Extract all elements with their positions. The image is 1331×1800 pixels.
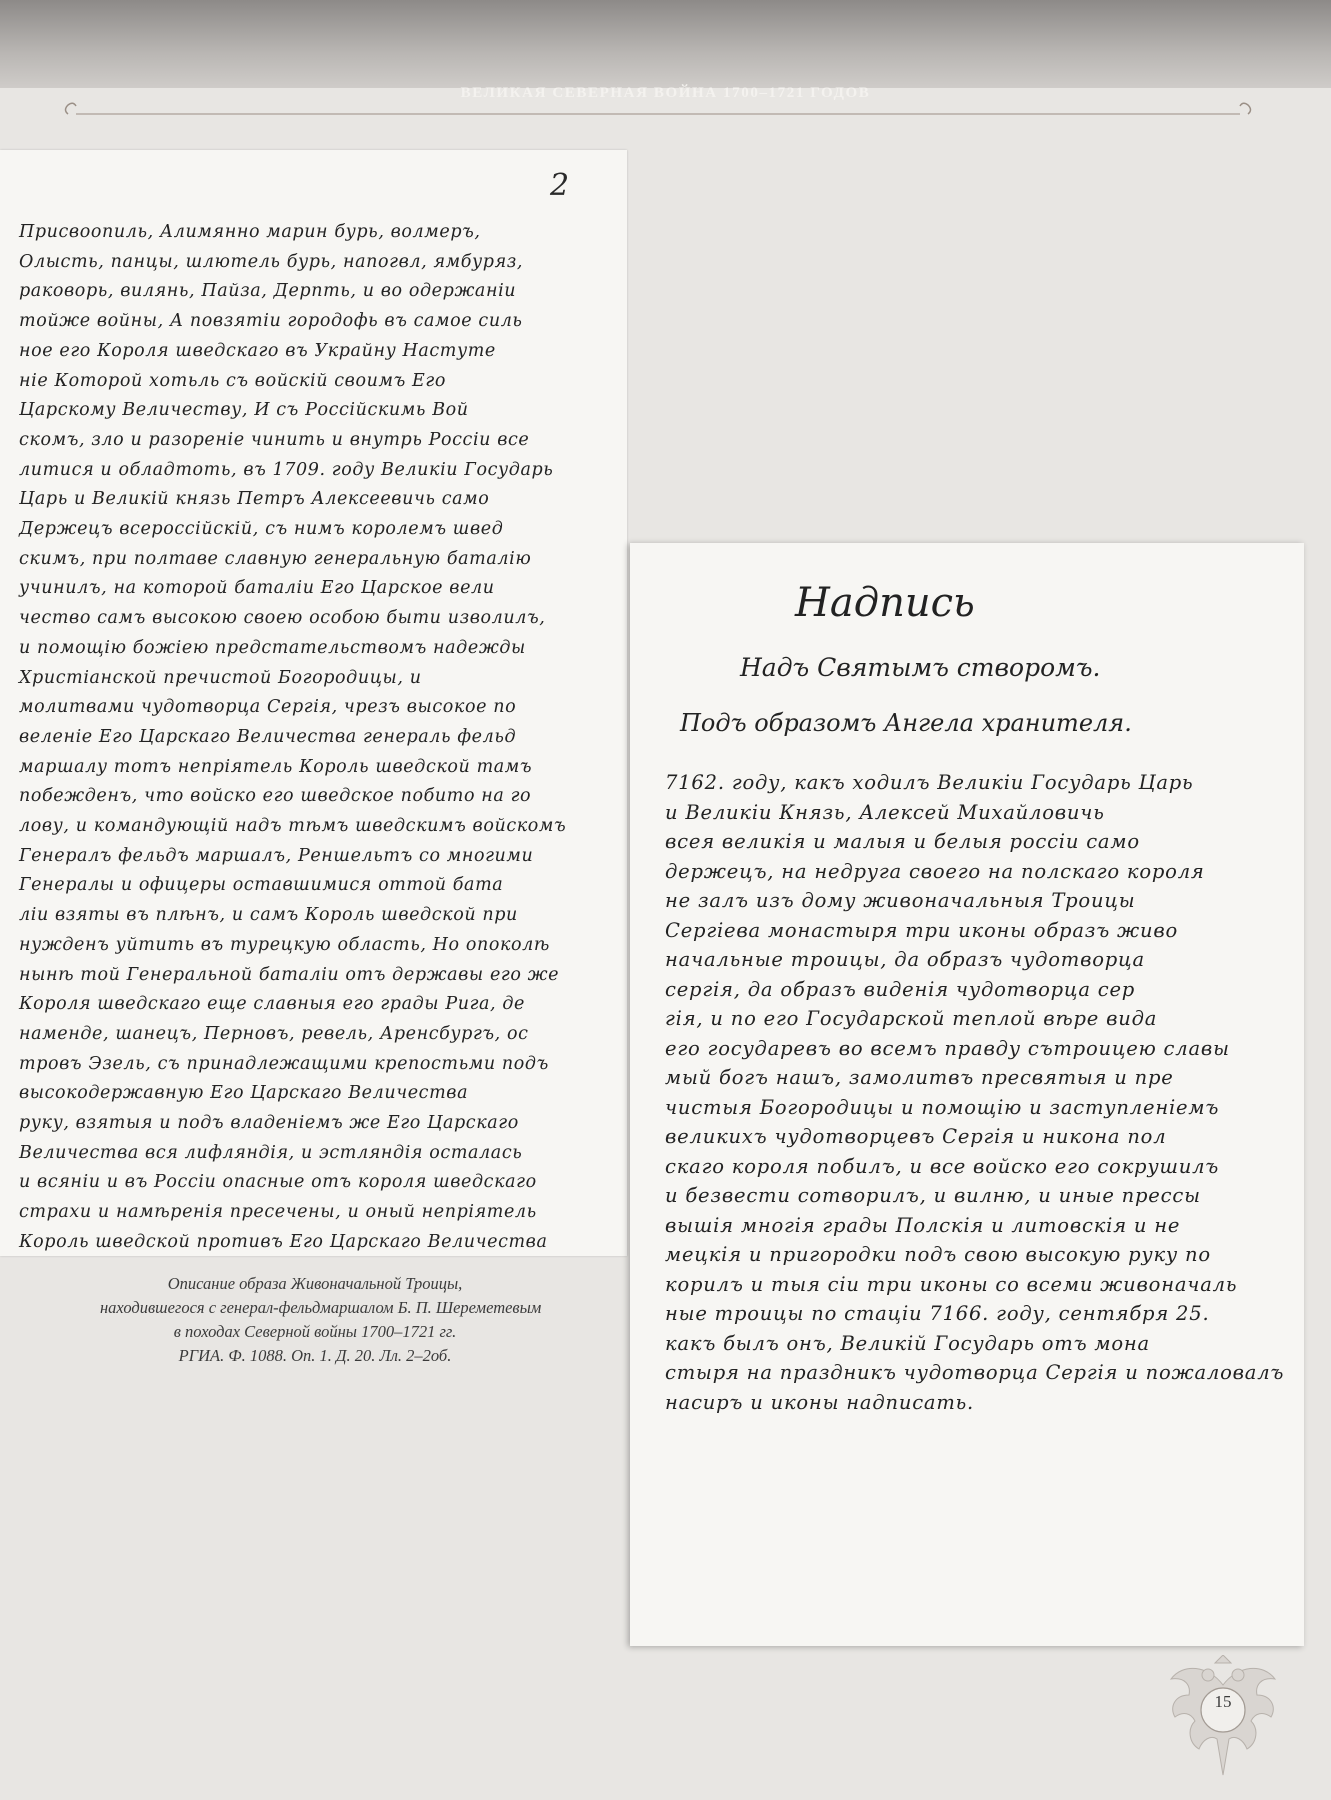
manuscript-line: начальные троицы, да образъ чудотворца [665, 948, 1145, 971]
caption-line: находившегося с генерал-фельдмаршалом Б. П. Шереметевым [100, 1298, 542, 1317]
manuscript-line: вышія многія грады Полскія и литовскія и не [665, 1213, 1181, 1237]
manuscript-line: наменде, шанецъ, Перновъ, ревель, Аренсбургъ, ос [19, 1023, 529, 1044]
header-rule [62, 100, 1254, 122]
manuscript-line: Царь и Великій князь Петръ Алексеевичь само [19, 489, 490, 510]
manuscript-line: его государевъ во всемъ правду сътроицею славы [665, 1036, 1230, 1060]
manuscript-line: маршалу тотъ непріятель Король шведской тамъ [19, 756, 533, 777]
manuscript-line: лову, и командующій надъ тѣмъ шведскимъ войскомъ [19, 816, 567, 836]
manuscript-line: Короля шведскаго еще славныя его грады Рига, де [19, 994, 526, 1015]
manuscript-line: тровъ Эзель, съ принадлежащими крепостьми подъ [19, 1053, 549, 1074]
manuscript-line: ные троицы по стаціи 7166. году, сентября 25. [665, 1302, 1210, 1325]
manuscript-line: веленіе Его Царскаго Величества генераль фельд [19, 726, 517, 747]
manuscript-line: скомъ, зло и разореніе чинить и внутрь Россіи все [19, 429, 530, 450]
manuscript-line: Держецъ всероссійскій, съ нимъ королемъ швед [19, 519, 504, 539]
manuscript-line: побежденъ, что войско его шведское побито на го [19, 786, 532, 807]
manuscript-line: нужденъ уйтить въ турецкую область, Но опоколѣ [19, 934, 550, 955]
manuscript-line: держецъ, на недруга своего на полскаго короля [665, 859, 1205, 883]
manuscript-line: мецкія и пригородки подъ свою высокую руку по [665, 1243, 1211, 1266]
manuscript-line: Христіанской пречистой Богородицы, и [19, 667, 422, 688]
manuscript-line: сергія, да образъ виденія чудотворца сер [665, 977, 1136, 1001]
manuscript-line: нынѣ той Генеральной баталіи отъ державы его же [19, 964, 560, 985]
manuscript-line: ліи взяты въ плѣнъ, и самъ Король шведской при [19, 905, 518, 926]
manuscript-line: 7162. году, какъ ходилъ Великіи Государь Царь [665, 771, 1194, 794]
sheet-page-mark: 2 [550, 168, 570, 203]
manuscript-line: Король шведской противъ Его Царскаго Величества [19, 1231, 548, 1252]
caption-line: в походах Северной войны 1700–1721 гг. [173, 1322, 457, 1341]
manuscript-line: учинилъ, на которой баталіи Его Царское вели [19, 578, 495, 599]
manuscript-line: Олысть, панцы, шлютель бурь, напогвл, ямбуряз, [19, 251, 524, 272]
caption-line: РГИА. Ф. 1088. Оп. 1. Д. 20. Лл. 2–2об. [178, 1346, 452, 1365]
manuscript-line: Сергіева монастыря три иконы образъ живо [665, 918, 1179, 942]
manuscript-line: какъ былъ онъ, Великій Государь отъ мона [665, 1331, 1150, 1355]
manuscript-line: раковорь, вилянь, Пайза, Дерпть, и во одержаніи [19, 281, 517, 302]
manuscript-line: страхи и намѣренія пресечены, и оный непріятель [19, 1202, 537, 1223]
manuscript-line: всея великія и малыя и белыя россіи само [665, 830, 1140, 853]
manuscript-line: Величества вся лифляндія, и эстляндія осталась [19, 1142, 523, 1163]
manuscript-line: и помощію божіею предстательствомъ надежды [19, 637, 526, 658]
manuscript-line: не залъ изъ дому живоначальныя Троицы [665, 889, 1136, 912]
manuscript-line: и безвести сотворилъ, и вилню, и иные прессы [665, 1184, 1201, 1207]
manuscript-line: чество самъ высокою своею особою быти изволилъ, [19, 608, 546, 629]
manuscript-line: тойже войны, А повзятіи городофь въ самое силь [19, 311, 523, 332]
right-sheet-subheading-2: Подъ образомъ Ангела хранителя. [680, 709, 1132, 737]
manuscript-line: гія, и по его Государской теплой вѣре вида [665, 1007, 1158, 1030]
manuscript-line: высокодержавную Его Царскаго Величества [19, 1083, 469, 1104]
manuscript-line: скаго короля побилъ, и все войско его сокрушилъ [665, 1154, 1220, 1178]
manuscript-line: чистыя Богородицы и помощію и заступленіемъ [665, 1095, 1220, 1119]
manuscript-line: скимъ, при полтаве славную генеральную баталію [19, 548, 532, 569]
running-header-title: ВЕЛИКАЯ СЕВЕРНАЯ ВОЙНА 1700–1721 ГОДОВ [460, 85, 871, 101]
right-sheet-subheading-1: Надъ Святымъ створомъ. [740, 653, 1101, 682]
caption-line: Описание образа Живоначальной Троицы, [167, 1274, 463, 1293]
manuscript-line: корилъ и тыя сіи три иконы со всеми живоначаль [665, 1272, 1238, 1296]
manuscript-line: ное его Короля шведскаго въ Украйну Настуте [19, 340, 496, 361]
figure-caption [100, 1272, 542, 1368]
header-band [0, 0, 1331, 88]
manuscript-line: руку, взятыя и подъ владеніемъ же Его Царскаго [19, 1113, 519, 1133]
double-headed-eagle-icon [1163, 1655, 1283, 1780]
manuscript-line: молитвами чудотворца Сергія, чрезъ высокое по [19, 697, 517, 718]
manuscript-line: мый богъ нашъ, замолитвъ пресвятыя и пре [665, 1066, 1174, 1089]
manuscript-line: и Великіи Князь, Алексей Михайловичь [665, 800, 1105, 824]
right-sheet-heading: Надпись [795, 580, 975, 626]
manuscript-line: и всяніи и въ Россіи опасные отъ короля шведскаго [19, 1172, 537, 1193]
manuscript-line: насиръ и иконы надписать. [665, 1390, 975, 1414]
manuscript-line: великихъ чудотворцевъ Сергія и никона пол [665, 1125, 1167, 1148]
manuscript-line: стыря на праздникъ чудотворца Сергія и пожаловалъ [665, 1361, 1285, 1384]
page-number: 15 [1214, 1692, 1232, 1711]
manuscript-line: литися и обладтоть, въ 1709. году Великіи Государь [19, 459, 554, 480]
manuscript-line: Царскому Величеству, И съ Россійскимь Вой [19, 400, 469, 421]
manuscript-line: ніе Которой хотьль съ войскій своимъ Его [19, 370, 446, 391]
manuscript-line: Генералы и офицеры оставшимися оттой бата [19, 875, 504, 896]
manuscript-line: Присвоопиль, Алимянно марин бурь, волмеръ, [19, 222, 481, 242]
manuscript-line: Генералъ фельдъ маршалъ, Реншельтъ со многими [19, 845, 534, 866]
